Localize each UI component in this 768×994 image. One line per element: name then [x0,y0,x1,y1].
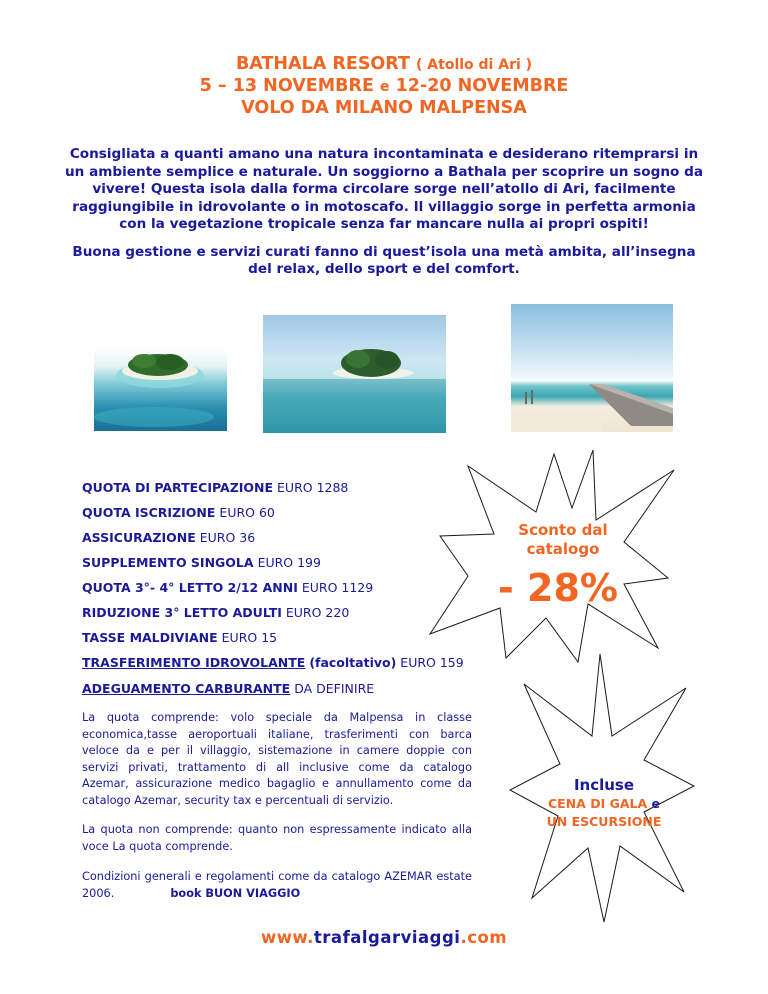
not-included-text [82,822,472,855]
price-label: ASSICURAZIONE [82,530,196,545]
price-row [82,555,321,570]
website-link-prefix: www. [260,928,314,947]
price-label: SUPPLEMENTO SINGOLA [82,555,254,570]
price-row [82,655,464,670]
included-caption-title: Incluse [573,776,635,794]
price-row [82,605,349,620]
conditions-body: Condizioni generali e regolamenti come da catalogo AZEMAR estate 2006. [82,870,472,900]
photo-island-lagoon [263,315,446,433]
price-label: QUOTA ISCRIZIONE [82,505,216,520]
price-label: TRASFERIMENTO IDROVOLANTE [82,655,306,670]
discount-value: - 28% [498,566,618,610]
price-value: EURO 220 [285,605,350,620]
website-link[interactable] [0,928,768,947]
price-label: QUOTA DI PARTECIPAZIONE [82,480,274,495]
price-label: RIDUZIONE 3° LETTO ADULTI [82,605,282,620]
included-caption [534,776,674,831]
price-row [82,630,277,645]
price-value: EURO 60 [219,505,275,520]
price-value: EURO 15 [221,630,278,645]
photo-jetty-beach [511,304,673,432]
photo-island-aerial [94,313,227,431]
dates-first: 5 – 13 NOVEMBRE [199,76,374,96]
price-value: EURO 159 [400,655,464,670]
included-text [82,710,472,809]
dates-and: e [380,79,390,95]
price-label: ADEGUAMENTO CARBURANTE [82,681,291,696]
website-link-domain: trafalgarviaggi [313,928,461,947]
conditions-paragraph [82,869,472,902]
discount-caption-line1: Sconto dal [518,521,608,539]
price-row [82,580,373,595]
price-value: EURO 36 [199,530,256,545]
intro-text [60,146,708,289]
website-link-suffix: .com [460,928,508,947]
price-row [82,480,348,495]
price-note: (facoltativo) [309,655,397,670]
price-row [82,530,255,545]
price-value: DA DEFINIRE [294,681,375,696]
title-atoll: ( Atollo di Ari ) [416,57,533,73]
flight-line: VOLO DA MILANO MALPENSA [241,98,527,118]
included-paragraph: La quota comprende: volo speciale da Malpensa in classe economica,tasse aeroportuali italiane, trasferimenti con barca veloce da e per il villaggio, sistemazione in camere doppie con servizi privati, trattamento di all inclusive come da catalogo Azemar, assicurazione medico bagaglio e annullamento come da catalogo Azemar, security tax e percentuali di servizio. [82,711,472,807]
not-included-paragraph: La quota non comprende: quanto non espressamente indicato alla voce La quota comprende. [82,823,472,853]
price-value: EURO 1288 [277,480,349,495]
dates-second: 12-20 NOVEMBRE [395,76,569,96]
price-label: TASSE MALDIVIANE [82,630,218,645]
included-caption-excursion: UN ESCURSIONE [546,814,662,829]
title-resort: BATHALA RESORT [235,54,410,74]
included-caption-dinner: CENA DI GALA [548,796,648,811]
included-caption-and: e [651,796,660,811]
discount-caption-line2: catalogo [526,540,600,558]
price-row [82,681,374,696]
price-label: QUOTA 3°- 4° LETTO 2/12 ANNI [82,580,298,595]
page-title [0,54,768,119]
conditions-text [82,869,472,902]
discount-caption [503,521,623,559]
book-signoff: book BUON VIAGGIO [170,886,301,900]
intro-paragraph-2: Buona gestione e servizi curati fanno di quest’isola una metà ambita, all’insegna del relax, dello sport e del comfort. [72,243,696,277]
price-value: EURO 1129 [301,580,374,595]
price-value: EURO 199 [257,555,321,570]
price-row [82,505,275,520]
intro-paragraph-1: Consigliata a quanti amano una natura incontaminata e desiderano ritemprarsi in un ambiente semplice e naturale. Un soggiorno a Bathala per scoprire un sogno da vivere! Questa isola dalla forma circolare sorge nell’atollo di Ari, facilmente raggiungibile in idrovolante o in motoscafo. Il villaggio sorge in perfetta armonia con la vegetazione tropicale senza far mancare nulla ai propri ospiti! [64,146,703,232]
